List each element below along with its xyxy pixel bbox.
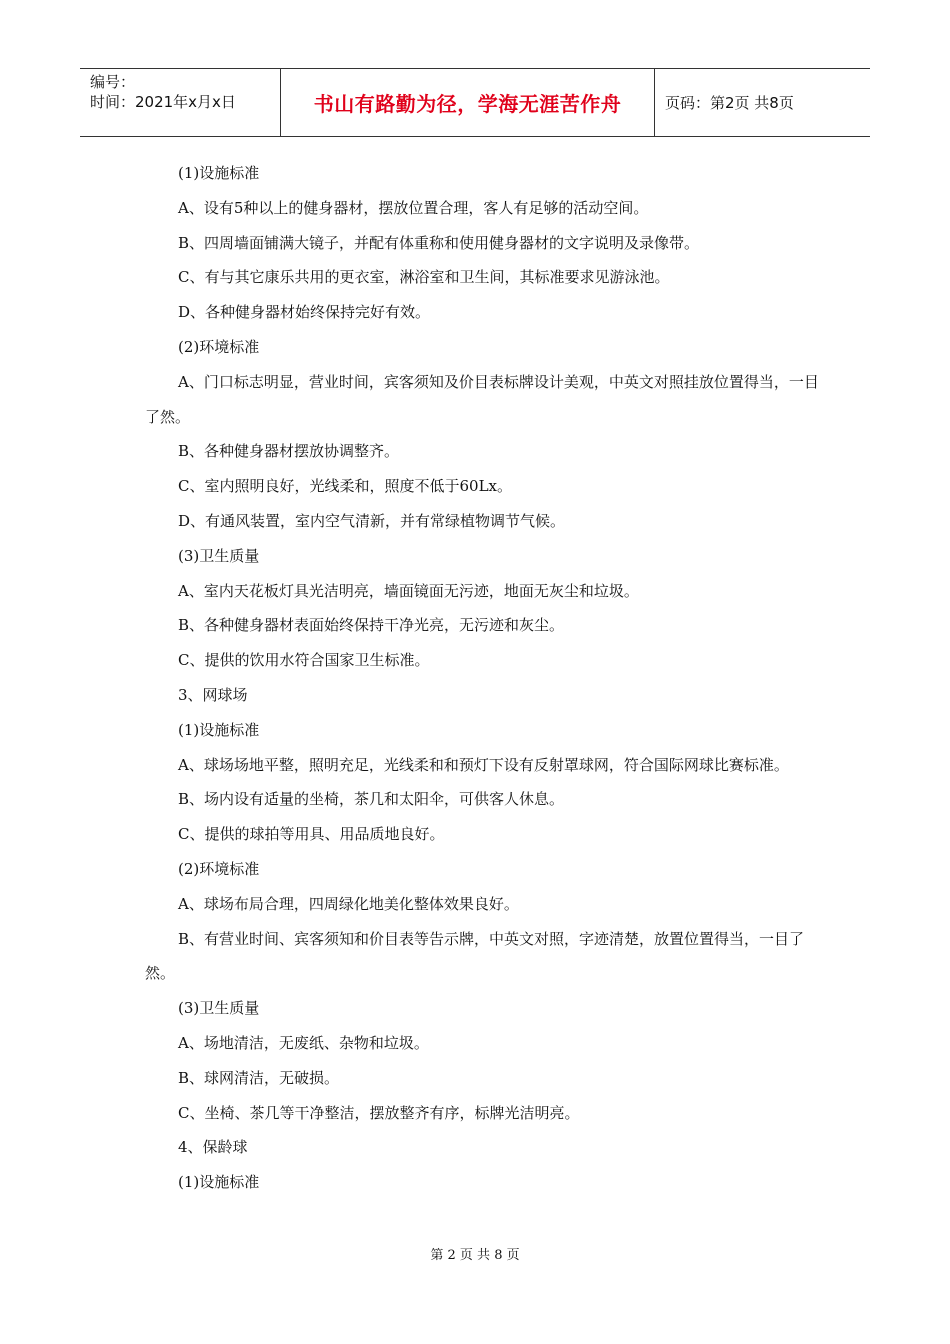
paragraph: D、有通风装置，室内空气清新，并有常绿植物调节气候。 — [178, 511, 566, 530]
header-slogan: 书山有路勤为径，学海无涯苦作舟 — [281, 69, 655, 136]
page-footer: 第 2 页 共 8 页 — [430, 1248, 520, 1263]
paragraph: C、坐椅、茶几等干净整洁，摆放整齐有序，标牌光洁明亮。 — [178, 1103, 580, 1122]
time-label: 时间：2021年x月x日 — [90, 93, 236, 111]
section-heading: 4、保龄球 — [178, 1138, 248, 1157]
paragraph: B、四周墙面铺满大镜子，并配有体重称和使用健身器材的文字说明及录像带。 — [178, 233, 700, 252]
paragraph: A、场地清洁，无废纸、杂物和垃圾。 — [178, 1033, 429, 1052]
paragraph: (1)设施标准 — [178, 720, 260, 739]
page-header — [80, 68, 870, 137]
paragraph: A、室内天花板灯具光洁明亮，墙面镜面无污迹，地面无灰尘和垃圾。 — [178, 581, 639, 600]
document-body — [145, 156, 820, 1200]
paragraph: (1)设施标准 — [178, 164, 260, 182]
paragraph: B、球网清洁，无破损。 — [178, 1068, 340, 1087]
paragraph: A、球场布局合理，四周绿化地美化整体效果良好。 — [178, 894, 519, 913]
paragraph: B、场内设有适量的坐椅，茶几和太阳伞，可供客人休息。 — [178, 790, 565, 809]
paragraph: B、各种健身器材表面始终保持干净光亮，无污迹和灰尘。 — [178, 616, 565, 635]
paragraph: C、提供的饮用水符合国家卫生标准。 — [178, 651, 430, 670]
paragraph: C、提供的球拍等用具、用品质地良好。 — [178, 825, 445, 844]
paragraph: D、各种健身器材始终保持完好有效。 — [178, 303, 431, 322]
code-label: 编号： — [90, 73, 136, 91]
paragraph: C、有与其它康乐共用的更衣室，淋浴室和卫生间，其标准要求见游泳池。 — [178, 268, 670, 287]
paragraph: A、球场场地平整，照明充足，光线柔和和预灯下设有反射罩球网，符合国际网球比赛标准。 — [178, 755, 789, 774]
paragraph: A、门口标志明显，营业时间，宾客须知及价目表标牌设计美观，中英文对照挂放位置得当，一目了然。 — [145, 372, 819, 426]
paragraph: (1)设施标准 — [178, 1173, 260, 1192]
paragraph: (3)卫生质量 — [178, 546, 260, 565]
paragraph: B、各种健身器材摆放协调整齐。 — [178, 442, 400, 461]
paragraph: (2)环境标准 — [178, 859, 260, 878]
paragraph: (3)卫生质量 — [178, 999, 260, 1018]
paragraph: (2)环境标准 — [178, 337, 260, 356]
paragraph: B、有营业时间、宾客须知和价目表等告示牌，中英文对照，字迹清楚，放置位置得当，一目了然。 — [145, 929, 805, 983]
header-meta — [80, 69, 281, 136]
paragraph: C、室内照明良好，光线柔和，照度不低于60Lx。 — [178, 477, 512, 496]
paragraph: A、设有5种以上的健身器材，摆放位置合理，客人有足够的活动空间。 — [178, 198, 649, 217]
section-heading: 3、网球场 — [178, 685, 248, 704]
header-page-label: 页码：第2页 共8页 — [665, 94, 794, 112]
